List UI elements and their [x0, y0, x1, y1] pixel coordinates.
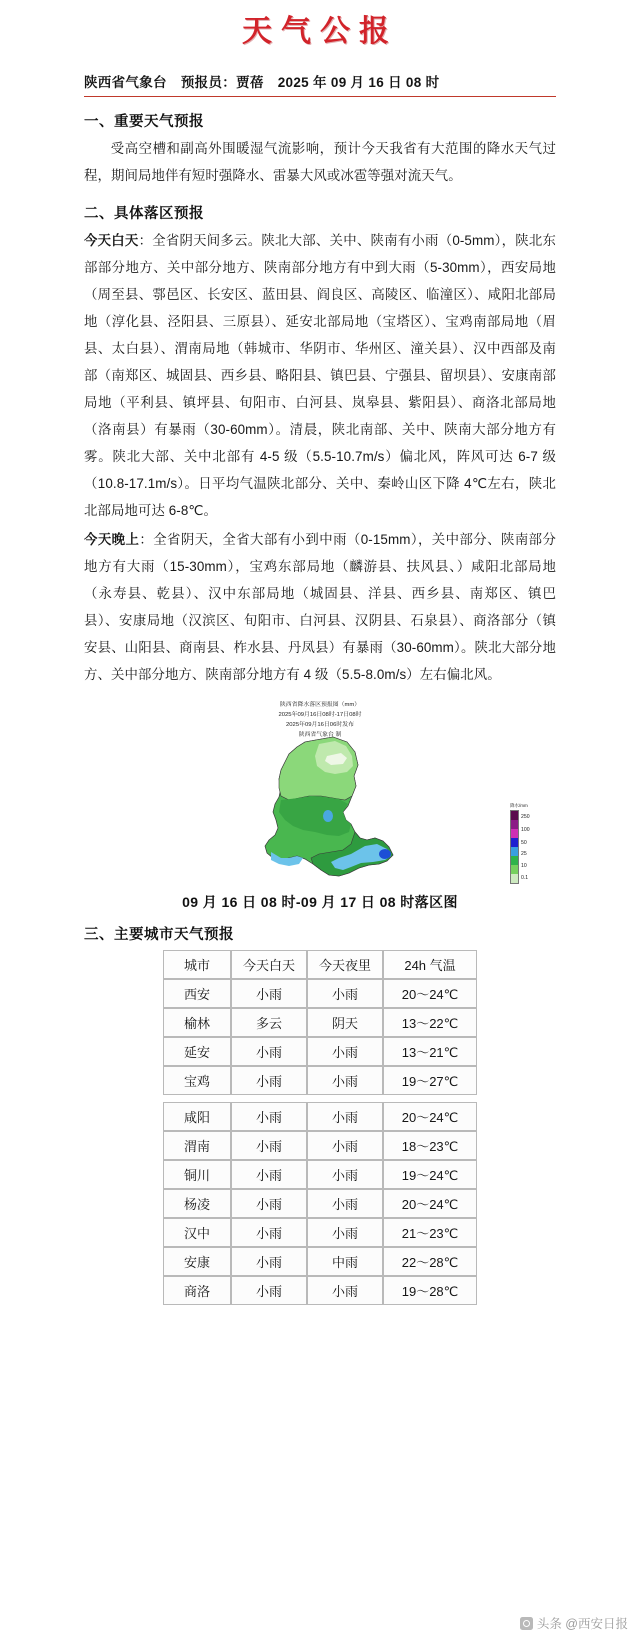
cell-temp: 21～23℃	[383, 1218, 477, 1247]
table-row	[163, 979, 477, 1008]
table-row	[163, 1276, 477, 1305]
col-header-city: 城市	[163, 950, 231, 979]
byline	[84, 71, 556, 97]
cell-temp: 13～22℃	[383, 1008, 477, 1037]
cell-city: 安康	[163, 1247, 231, 1276]
watermark-text: 头条 @西安日报	[536, 1617, 628, 1631]
watermark	[520, 1614, 628, 1632]
cell-daytime: 小雨	[231, 1189, 307, 1218]
legend-tick-labels	[521, 810, 543, 882]
cell-temp: 13～21℃	[383, 1037, 477, 1066]
legend-colorbar	[510, 810, 519, 884]
cell-daytime: 多云	[231, 1008, 307, 1037]
byline-forecaster: 预报员：贾蓓	[180, 74, 264, 90]
table-row	[163, 1037, 477, 1066]
cell-temp: 19～28℃	[383, 1276, 477, 1305]
cell-daytime: 小雨	[231, 1037, 307, 1066]
cell-temp: 20～24℃	[383, 1102, 477, 1131]
cell-night: 小雨	[307, 1131, 383, 1160]
table-body-2	[163, 1102, 477, 1305]
cell-daytime: 小雨	[231, 1102, 307, 1131]
map-title: 陕西省降水落区预报图（mm）	[279, 700, 361, 708]
cell-temp: 19～27℃	[383, 1066, 477, 1095]
cell-city: 延安	[163, 1037, 231, 1066]
cell-city: 宝鸡	[163, 1066, 231, 1095]
city-forecast-table-wrap	[84, 950, 556, 1305]
figure-caption: 09 月 16 日 08 时-09 月 17 日 08 时落区图	[182, 893, 458, 910]
table-row	[163, 1160, 477, 1189]
cell-night: 小雨	[307, 1102, 383, 1131]
daytime-label: 今天白天	[84, 232, 139, 248]
map-legend	[510, 802, 550, 884]
cell-city: 榆林	[163, 1008, 231, 1037]
cell-night: 小雨	[307, 1160, 383, 1189]
cell-daytime: 小雨	[231, 1066, 307, 1095]
cell-night: 小雨	[307, 1218, 383, 1247]
shaanxi-province-map	[215, 734, 425, 886]
cell-daytime: 小雨	[231, 1276, 307, 1305]
section-2-heading: 二、具体落区预报	[84, 205, 204, 222]
table-row	[163, 1189, 477, 1218]
precipitation-map-figure	[84, 698, 556, 910]
cell-temp: 20～24℃	[383, 979, 477, 1008]
city-forecast-table-group-2	[163, 1102, 477, 1305]
table-row	[163, 1131, 477, 1160]
legend-label-2: 50	[521, 839, 527, 846]
legend-label-0: 250	[521, 813, 530, 820]
table-row	[163, 1102, 477, 1131]
cell-daytime: 小雨	[231, 1131, 307, 1160]
cell-temp: 22～28℃	[383, 1247, 477, 1276]
map-issued: 2025年09月16日06时发布	[286, 720, 354, 728]
cell-city: 汉中	[163, 1218, 231, 1247]
cell-city: 铜川	[163, 1160, 231, 1189]
daytime-forecast-paragraph	[84, 227, 556, 524]
table-group-divider	[84, 1095, 556, 1102]
cell-night: 阴天	[307, 1008, 383, 1037]
cell-night: 中雨	[307, 1247, 383, 1276]
col-header-temp: 24h 气温	[383, 950, 477, 979]
map-period: 2025年09月16日08时-17日08时	[278, 710, 362, 718]
evening-label: 今天晚上	[84, 531, 140, 547]
cell-night: 小雨	[307, 979, 383, 1008]
cell-night: 小雨	[307, 1189, 383, 1218]
cell-daytime: 小雨	[231, 979, 307, 1008]
legend-title: 降水/mm	[510, 802, 528, 809]
map-maker: 陕西省气象台 制	[298, 730, 342, 738]
cell-city: 杨凌	[163, 1189, 231, 1218]
section-3-heading: 三、主要城市天气预报	[84, 926, 234, 943]
legend-label-5: 0.1	[521, 874, 529, 881]
cell-temp: 19～24℃	[383, 1160, 477, 1189]
cell-night: 小雨	[307, 1037, 383, 1066]
toutiao-logo-icon	[520, 1617, 533, 1630]
map-canvas	[84, 698, 556, 888]
cell-daytime: 小雨	[231, 1160, 307, 1189]
byline-office: 陕西省气象台	[84, 74, 167, 90]
cell-city: 商洛	[163, 1276, 231, 1305]
section-1-paragraph: 受高空槽和副高外围暖湿气流影响，预计今天我省有大范围的降水天气过程，期间局地伴有短时强降水、雷暴大风或冰雹等强对流天气。	[84, 140, 556, 183]
col-header-night: 今天夜里	[307, 950, 383, 979]
section-1-heading: 一、重要天气预报	[84, 113, 204, 130]
table-body-1	[163, 950, 477, 1095]
cell-daytime: 小雨	[231, 1247, 307, 1276]
daytime-text: ：全省阴天间多云。陕北大部、关中、陕南有小雨（0-5mm），陕北东部部分地方、关中部分地方、陕南部分地方有中到大雨（5-30mm），西安局地（周至县、鄠邑区、长安区、蓝田县、阎良区、高陵区、临潼区）、咸阳北部局地（淳化县、泾阳县、三原县）、延安北部局地（宝塔区）、宝鸡南部局地（眉县、太白县）、渭南局地（韩城市、华阴市、华州区、潼关县）、汉中西部及南部（南郑区、城固县、西乡县、略阳县、镇巴县、宁强县、留坝县）、安康南部局地（平利县、镇坪县、旬阳市、白河县、岚皋县、紫阳县）、商洛北部局地（洛南县）有暴雨（30-60mm）。清晨，陕北南部、关中、陕南大部分地方有雾。陕北大部、关中北部有 4-5 级（5.5-10.7m/s）偏北风，阵风可达 6-7 级（10.8-17.1m/s）。日平均气温陕北部分、关中、秦岭山区下降 4℃左右，陕北北部局地可达 6-8℃。	[84, 232, 557, 518]
evening-text: ：全省阴天，全省大部有小到中雨（0-15mm），关中部分、陕南部分地方有大雨（15-30mm），宝鸡东部局地（麟游县、扶风县、）咸阳北部局地（永寿县、乾县）、汉中东部局地（城固县、洋县、西乡县、南郑区、镇巴县）、安康局地（汉滨区、旬阳市、白河县、汉阴县、石泉县）、商洛部分（镇安县、山阳县、商南县、柞水县、丹凤县）有暴雨（30-60mm）。陕北大部分地方、关中部分地方、陕南部分地方有 4 级（5.5-8.0m/s）左右偏北风。	[84, 531, 556, 682]
evening-forecast-paragraph	[84, 526, 556, 688]
cell-night: 小雨	[307, 1066, 383, 1095]
cell-city: 咸阳	[163, 1102, 231, 1131]
table-row	[163, 1247, 477, 1276]
cell-city: 西安	[163, 979, 231, 1008]
legend-label-1: 100	[521, 826, 530, 833]
cell-night: 小雨	[307, 1276, 383, 1305]
table-row	[163, 1218, 477, 1247]
table-header-row	[163, 950, 477, 979]
cell-city: 渭南	[163, 1131, 231, 1160]
table-row	[163, 1008, 477, 1037]
cell-temp: 18～23℃	[383, 1131, 477, 1160]
city-forecast-table-group-1	[163, 950, 477, 1095]
cell-daytime: 小雨	[231, 1218, 307, 1247]
page-title: 天气公报	[242, 15, 398, 48]
col-header-daytime: 今天白天	[231, 950, 307, 979]
legend-label-4: 10	[521, 862, 527, 869]
cell-temp: 20～24℃	[383, 1189, 477, 1218]
legend-label-3: 25	[521, 850, 527, 857]
byline-issued-time: 2025 年 09 月 16 日 08 时	[277, 74, 440, 90]
table-row	[163, 1066, 477, 1095]
